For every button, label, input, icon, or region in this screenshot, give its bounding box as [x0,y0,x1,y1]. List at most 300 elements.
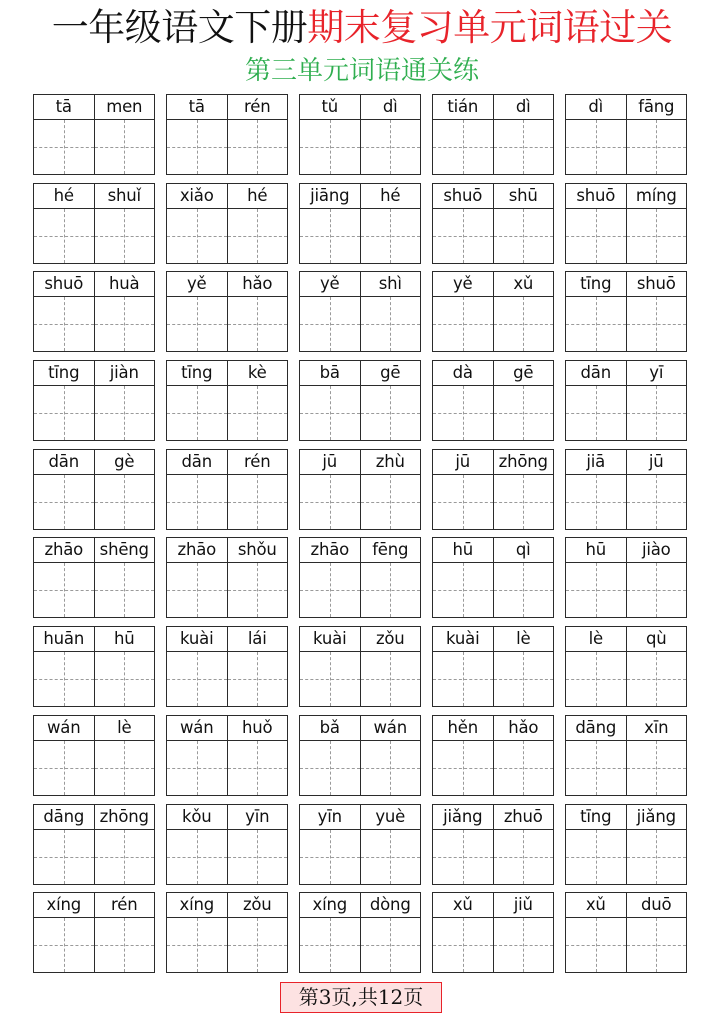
pinyin-row [566,272,686,297]
word-box [166,183,288,264]
pinyin-syllable: gē [380,363,401,383]
character-writing-box[interactable] [433,386,494,440]
character-writing-box[interactable] [95,563,155,617]
pinyin-syllable: xǔ [513,274,534,294]
pinyin-syllable: dòng [369,895,411,915]
character-writing-box[interactable] [494,652,554,706]
pinyin-syllable: dān [167,450,228,474]
pinyin-row [300,893,420,918]
word-row [33,892,687,973]
character-writing-box[interactable] [167,120,228,174]
writing-row [34,120,154,174]
word-box [565,626,687,707]
pinyin-row [433,805,553,830]
pinyin-syllable: hū [433,538,494,562]
character-writing-box[interactable] [566,120,627,174]
pinyin-syllable: gē [513,363,534,383]
character-writing-box[interactable] [300,209,361,263]
writing-row [34,652,154,706]
character-writing-box[interactable] [566,741,627,795]
pinyin-row [167,361,287,386]
pinyin-row [34,805,154,830]
word-box [432,537,554,618]
pinyin-syllable: yě [433,272,494,296]
pinyin-row [167,716,287,741]
writing-row [433,918,553,972]
pinyin-syllable: zhuō [503,806,543,826]
character-writing-box[interactable] [361,297,421,351]
pinyin-syllable: zǒu [375,629,405,649]
character-writing-box[interactable] [627,830,687,884]
pinyin-row [433,184,553,209]
word-box [33,892,155,973]
pinyin-syllable: shì [378,274,402,294]
character-writing-box[interactable] [167,386,228,440]
pinyin-syllable: wán [34,716,95,740]
pinyin-syllable: dì [382,97,398,116]
pinyin-row [566,716,686,741]
character-writing-box[interactable] [228,475,288,529]
character-writing-box[interactable] [433,120,494,174]
pinyin-row [566,893,686,918]
word-box [166,449,288,530]
pinyin-syllable: wán [167,716,228,740]
pinyin-syllable: dān [566,361,627,385]
character-writing-box[interactable] [627,120,687,174]
pinyin-syllable: jiǔ [513,895,533,915]
writing-row [433,741,553,795]
character-writing-box[interactable] [494,209,554,263]
character-writing-box[interactable] [361,386,421,440]
character-writing-box[interactable] [228,563,288,617]
pinyin-syllable: hé [247,185,268,205]
character-writing-box[interactable] [300,563,361,617]
word-box [432,804,554,885]
word-box [432,892,554,973]
pinyin-row [167,95,287,120]
word-box [33,715,155,796]
pinyin-syllable: yuè [375,806,406,826]
character-writing-box[interactable] [361,120,421,174]
writing-row [167,918,287,972]
word-row [33,537,687,618]
pinyin-syllable: lái [247,629,267,649]
word-box [166,360,288,441]
character-writing-box[interactable] [34,475,95,529]
word-box [565,271,687,352]
word-box [166,271,288,352]
character-writing-box[interactable] [300,652,361,706]
pinyin-syllable: shēng [99,540,149,560]
pinyin-syllable: wán [373,717,407,737]
pinyin-row [433,361,553,386]
character-writing-box[interactable] [300,475,361,529]
character-writing-box[interactable] [34,297,95,351]
word-box [432,271,554,352]
pinyin-syllable: dāng [566,716,627,740]
character-writing-box[interactable] [433,475,494,529]
writing-row [167,652,287,706]
pinyin-syllable: jiàn [109,363,139,383]
word-box [565,449,687,530]
pinyin-syllable: huà [109,274,140,294]
word-box [33,360,155,441]
writing-row [167,475,287,529]
pinyin-syllable: míng [635,185,677,205]
character-writing-box[interactable] [167,475,228,529]
character-writing-box[interactable] [627,918,687,972]
character-writing-box[interactable] [34,741,95,795]
character-writing-box[interactable] [95,918,155,972]
pinyin-syllable: hǎo [242,274,273,294]
pinyin-row [34,716,154,741]
pinyin-syllable: duō [641,895,672,915]
character-writing-box[interactable] [433,741,494,795]
character-writing-box[interactable] [228,918,288,972]
word-box [166,626,288,707]
character-writing-box[interactable] [494,918,554,972]
character-writing-box[interactable] [95,830,155,884]
pinyin-syllable: yě [300,272,361,296]
pinyin-row [433,893,553,918]
word-box [299,360,421,441]
pinyin-syllable: men [106,97,143,116]
page-subtitle: 第三单元词语通关练 [244,56,479,86]
pinyin-row [300,95,420,120]
pinyin-row [300,361,420,386]
character-writing-box[interactable] [566,209,627,263]
pinyin-row [433,627,553,652]
character-writing-box[interactable] [228,830,288,884]
character-writing-box[interactable] [433,209,494,263]
writing-row [300,830,420,884]
character-writing-box[interactable] [494,475,554,529]
pinyin-syllable: xíng [167,893,228,917]
pinyin-syllable: zhāo [34,538,95,562]
pinyin-syllable: shū [508,185,538,205]
word-box [299,271,421,352]
pinyin-row [566,361,686,386]
writing-row [433,830,553,884]
pinyin-syllable: rén [244,97,271,116]
pinyin-row [566,450,686,475]
character-writing-box[interactable] [361,918,421,972]
word-box [565,537,687,618]
pinyin-row [34,538,154,563]
character-writing-box[interactable] [228,652,288,706]
character-writing-box[interactable] [433,297,494,351]
title-topic-text: 期末复习单元词语过关 [307,6,673,49]
character-writing-box[interactable] [95,386,155,440]
pinyin-syllable: hěn [433,716,494,740]
character-writing-box[interactable] [627,297,687,351]
character-writing-box[interactable] [361,563,421,617]
pinyin-row [167,627,287,652]
word-row [33,804,687,885]
pinyin-syllable: hū [113,629,135,649]
character-writing-box[interactable] [361,830,421,884]
character-writing-box[interactable] [566,297,627,351]
word-box [432,360,554,441]
pinyin-row [300,716,420,741]
character-writing-box[interactable] [300,297,361,351]
pinyin-syllable: yě [167,272,228,296]
title-grade-text: 一年级语文下册 [51,6,308,49]
writing-row [300,563,420,617]
pinyin-syllable: dān [34,450,95,474]
writing-row [300,741,420,795]
pinyin-syllable: lè [566,627,627,651]
pinyin-syllable: tīng [566,805,627,829]
character-writing-box[interactable] [627,741,687,795]
pinyin-row [300,627,420,652]
pinyin-syllable: lè [117,717,132,737]
character-writing-box[interactable] [34,563,95,617]
word-box [166,537,288,618]
character-writing-box[interactable] [433,918,494,972]
character-writing-box[interactable] [361,652,421,706]
character-writing-box[interactable] [494,563,554,617]
writing-row [167,830,287,884]
character-writing-box[interactable] [566,652,627,706]
pinyin-syllable: jū [648,451,664,471]
pinyin-row [566,184,686,209]
pinyin-syllable: zhōng [99,806,149,826]
character-writing-box[interactable] [95,297,155,351]
writing-row [167,386,287,440]
word-box [299,449,421,530]
character-writing-box[interactable] [433,563,494,617]
pinyin-syllable: xǔ [566,893,627,917]
character-writing-box[interactable] [34,918,95,972]
writing-row [566,297,686,351]
pinyin-syllable: shuō [636,274,676,294]
character-writing-box[interactable] [167,830,228,884]
character-writing-box[interactable] [433,830,494,884]
character-writing-box[interactable] [494,741,554,795]
character-writing-box[interactable] [494,297,554,351]
character-writing-box[interactable] [566,830,627,884]
pinyin-row [300,450,420,475]
pinyin-row [34,184,154,209]
pinyin-row [34,627,154,652]
pinyin-syllable: kuài [167,627,228,651]
character-writing-box[interactable] [300,120,361,174]
character-writing-box[interactable] [566,386,627,440]
character-writing-box[interactable] [228,209,288,263]
writing-row [167,209,287,263]
word-box [299,626,421,707]
character-writing-box[interactable] [300,830,361,884]
writing-row [566,209,686,263]
writing-row [566,120,686,174]
character-writing-box[interactable] [95,120,155,174]
word-box [432,715,554,796]
pinyin-syllable: hé [380,185,401,205]
word-box [299,804,421,885]
character-writing-box[interactable] [34,120,95,174]
character-writing-box[interactable] [228,741,288,795]
character-writing-box[interactable] [627,386,687,440]
character-writing-box[interactable] [167,297,228,351]
pinyin-syllable: zhāo [167,538,228,562]
word-box [166,94,288,175]
pinyin-syllable: xiǎo [167,184,228,208]
pinyin-row [300,272,420,297]
writing-row [433,386,553,440]
pinyin-row [34,361,154,386]
pinyin-row [433,538,553,563]
pinyin-syllable: qù [645,629,667,649]
character-writing-box[interactable] [167,563,228,617]
word-row [33,626,687,707]
pinyin-row [34,893,154,918]
character-writing-box[interactable] [95,209,155,263]
word-box [565,183,687,264]
writing-row [566,386,686,440]
word-box [166,715,288,796]
word-box [432,94,554,175]
writing-row [433,209,553,263]
character-writing-box[interactable] [361,741,421,795]
character-writing-box[interactable] [228,120,288,174]
word-box [565,804,687,885]
character-writing-box[interactable] [34,209,95,263]
word-box [166,892,288,973]
pinyin-syllable: zhōng [498,451,548,471]
pinyin-syllable: tǔ [300,95,361,119]
character-writing-box[interactable] [300,918,361,972]
word-row [33,271,687,352]
character-writing-box[interactable] [95,741,155,795]
pinyin-syllable: yīn [245,806,270,826]
writing-row [34,741,154,795]
pinyin-syllable: zhāo [300,538,361,562]
writing-row [566,830,686,884]
pinyin-row [433,272,553,297]
word-box [299,94,421,175]
word-row [33,715,687,796]
character-writing-box[interactable] [494,386,554,440]
character-writing-box[interactable] [95,652,155,706]
word-box [33,449,155,530]
word-box [33,94,155,175]
character-writing-box[interactable] [167,918,228,972]
character-writing-box[interactable] [228,386,288,440]
character-writing-box[interactable] [627,563,687,617]
character-writing-box[interactable] [627,475,687,529]
pinyin-syllable: jū [433,450,494,474]
character-writing-box[interactable] [566,475,627,529]
pinyin-syllable: huǒ [242,717,273,737]
character-writing-box[interactable] [34,830,95,884]
writing-row [34,918,154,972]
pinyin-syllable: jiāng [300,184,361,208]
pinyin-row [34,272,154,297]
writing-row [433,563,553,617]
writing-row [566,475,686,529]
word-box [33,537,155,618]
word-box [33,626,155,707]
writing-row [300,386,420,440]
character-writing-box[interactable] [34,652,95,706]
writing-row [34,297,154,351]
word-box [565,892,687,973]
pinyin-syllable: bā [300,361,361,385]
character-writing-box[interactable] [627,652,687,706]
pinyin-syllable: xīn [644,717,669,737]
word-box [299,183,421,264]
pinyin-syllable: dà [433,361,494,385]
writing-row [433,297,553,351]
character-writing-box[interactable] [494,120,554,174]
character-writing-box[interactable] [361,209,421,263]
writing-row [34,563,154,617]
pinyin-row [167,805,287,830]
pinyin-syllable: huān [34,627,95,651]
character-writing-box[interactable] [167,741,228,795]
word-box [432,183,554,264]
pinyin-syllable: kè [247,363,267,383]
character-writing-box[interactable] [34,386,95,440]
writing-row [34,830,154,884]
pinyin-row [433,95,553,120]
writing-row [433,475,553,529]
word-row [33,183,687,264]
writing-row [34,386,154,440]
writing-row [300,120,420,174]
character-writing-box[interactable] [627,209,687,263]
pinyin-row [34,95,154,120]
word-box [299,537,421,618]
word-row [33,94,687,175]
word-box [432,626,554,707]
character-writing-box[interactable] [433,652,494,706]
writing-row [433,652,553,706]
word-box [166,804,288,885]
pinyin-row [566,538,686,563]
character-writing-box[interactable] [361,475,421,529]
pinyin-syllable: lè [516,629,531,649]
pinyin-syllable: shuǐ [107,185,141,205]
writing-row [167,297,287,351]
character-writing-box[interactable] [167,652,228,706]
pinyin-row [167,538,287,563]
word-box [33,183,155,264]
character-writing-box[interactable] [494,830,554,884]
pinyin-syllable: tā [34,95,95,119]
word-box [33,804,155,885]
pinyin-syllable: dì [515,97,531,116]
writing-row [566,652,686,706]
character-writing-box[interactable] [228,297,288,351]
writing-row [300,918,420,972]
character-writing-box[interactable] [300,386,361,440]
writing-row [300,652,420,706]
character-writing-box[interactable] [95,475,155,529]
pinyin-syllable: zhù [375,451,405,471]
character-writing-box[interactable] [300,741,361,795]
pinyin-syllable: jiǎng [433,805,494,829]
word-practice-grid [33,94,687,981]
pinyin-syllable: jū [300,450,361,474]
character-writing-box[interactable] [167,209,228,263]
character-writing-box[interactable] [566,918,627,972]
character-writing-box[interactable] [566,563,627,617]
writing-row [300,475,420,529]
pinyin-row [300,538,420,563]
pinyin-row [167,184,287,209]
